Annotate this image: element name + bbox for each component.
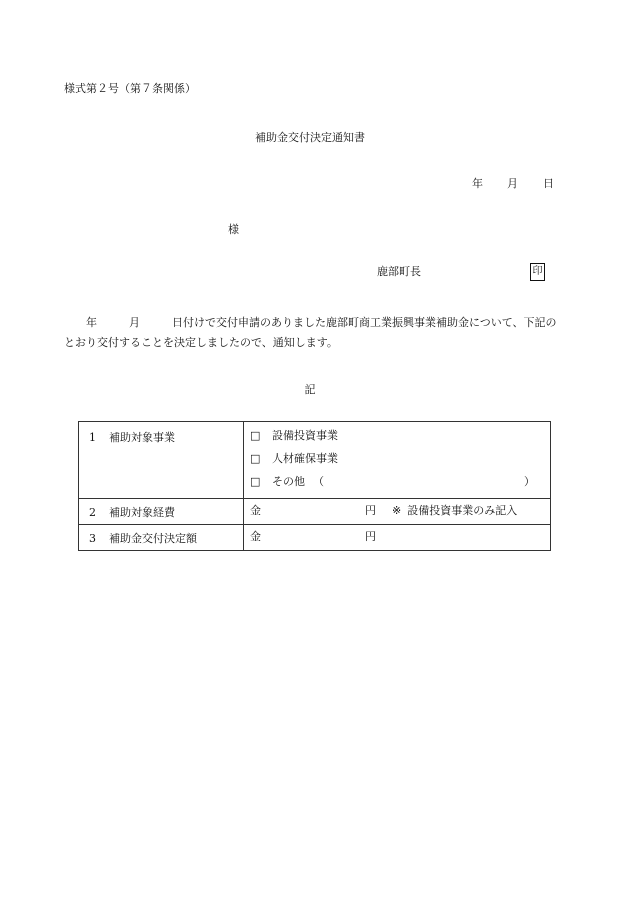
row2-value-cell	[244, 499, 551, 525]
row2-note	[392, 504, 517, 518]
row1-label: 補助対象事業	[109, 431, 175, 444]
checkbox-equipment[interactable]: □	[250, 429, 261, 442]
option-other-label: その他	[272, 475, 305, 488]
row1-label-cell	[79, 422, 244, 499]
note-text: 設備投資事業のみ記入	[407, 504, 518, 517]
grant-details-table	[78, 421, 551, 551]
date-line	[472, 177, 554, 191]
row3-label: 補助金交付決定額	[109, 532, 197, 545]
issuer-name: 鹿部町長	[377, 265, 421, 278]
row3-value-cell	[244, 525, 551, 551]
row2-label-cell	[79, 499, 244, 525]
row2-number: 2	[89, 506, 96, 519]
row3-unit: 円	[365, 530, 376, 543]
seal-mark: 印	[530, 263, 545, 281]
date-day: 日	[543, 177, 554, 190]
row3-prefix: 金	[250, 530, 261, 543]
document-title: 補助金交付決定通知書	[255, 131, 365, 144]
addressee-honorific: 様	[228, 223, 239, 236]
row3-label-cell	[79, 525, 244, 551]
body-text: 日付けで交付申請のありました鹿部町商工業振興事業補助金について、下記のとおり交付することを決定しましたので、通知します。	[64, 316, 557, 349]
checkbox-other[interactable]: □	[250, 475, 261, 488]
option-equipment-label: 設備投資事業	[272, 429, 338, 442]
paren-close: ）	[524, 475, 535, 488]
date-year: 年	[472, 177, 483, 190]
table-row	[79, 422, 551, 499]
table-row	[79, 525, 551, 551]
option-staffing-label: 人材確保事業	[272, 452, 338, 465]
paren-open: （	[313, 475, 324, 488]
row1-options-cell	[244, 422, 551, 499]
date-month: 月	[507, 177, 518, 190]
notice-body	[64, 313, 564, 353]
ki-heading: 記	[304, 383, 316, 396]
row1-number: 1	[89, 431, 96, 444]
option-staffing	[244, 452, 550, 475]
row2-unit: 円	[365, 504, 376, 517]
body-month: 月	[129, 316, 140, 329]
row2-prefix: 金	[250, 504, 261, 517]
checkbox-staffing[interactable]: □	[250, 452, 261, 465]
body-year: 年	[86, 316, 97, 329]
note-mark: ※	[392, 504, 402, 517]
row2-label: 補助対象経費	[109, 506, 175, 519]
option-other	[244, 475, 550, 498]
form-number: 様式第２号（第７条関係）	[64, 82, 196, 95]
option-equipment	[244, 422, 550, 452]
table-row	[79, 499, 551, 525]
row3-number: 3	[89, 532, 96, 545]
